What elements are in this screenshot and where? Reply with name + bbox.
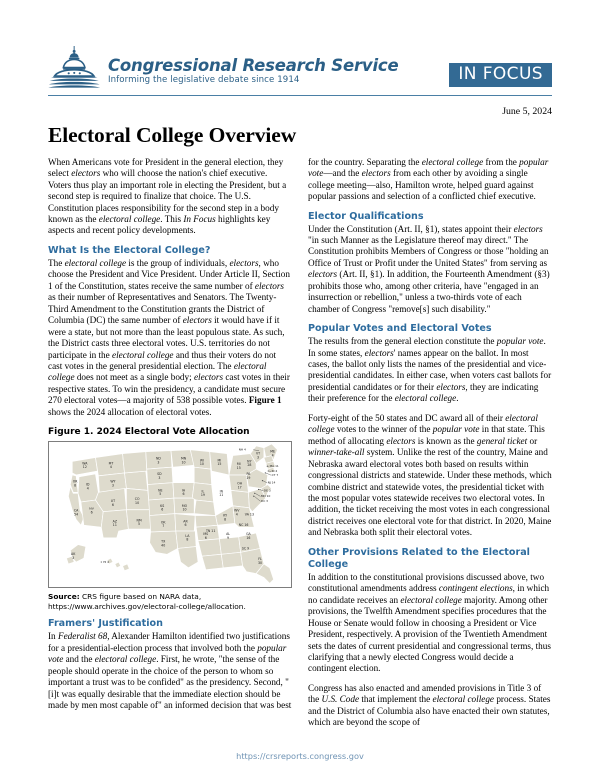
heading-framers-justification: Framers' Justification bbox=[48, 618, 163, 630]
svg-text:NE: NE bbox=[158, 488, 163, 493]
svg-text:17: 17 bbox=[237, 485, 242, 490]
right-column bbox=[308, 157, 552, 737]
svg-text:8: 8 bbox=[186, 537, 189, 542]
svg-text:3: 3 bbox=[111, 483, 114, 488]
svg-text:NY: NY bbox=[247, 459, 252, 464]
svg-text:6: 6 bbox=[204, 536, 207, 541]
svg-text:5: 5 bbox=[159, 492, 162, 497]
svg-text:15: 15 bbox=[236, 466, 241, 471]
svg-text:OR: OR bbox=[72, 479, 78, 484]
what-is-electoral-college-body: The electoral college is the group of individuals, electors, who choose the President and Vice President. Under Article II, Section 1 of the Constitution, states receive the same number of electors as their number of Representatives and Senators. The Twenty-Third Amendment to the Constitution grants the District of Columbia (DC) the same number of electors it would have if it were a state, but not more than the least populous state. As such, the District casts three electoral votes. U.S. territories do not participate in the electoral college and thus their voters do not cast votes in the general presidential election. The electoral college does not meet as a single body; electors cast votes in their respective states. To win the presidency, a candidate must secure 270 electoral votes—a majority of 538 possible votes. Figure 1 shows the 2024 allocation of electoral votes. bbox=[48, 257, 290, 417]
svg-text:10: 10 bbox=[199, 462, 204, 467]
svg-text:54: 54 bbox=[74, 512, 79, 517]
svg-text:MO: MO bbox=[181, 504, 188, 509]
svg-text:MN: MN bbox=[180, 456, 187, 461]
svg-text:CO: CO bbox=[134, 497, 140, 502]
svg-text:MI: MI bbox=[236, 462, 241, 467]
svg-text:DE 3: DE 3 bbox=[263, 488, 271, 493]
svg-text:ND: ND bbox=[155, 456, 161, 461]
framers-justification-body: In Federalist 68, Alexander Hamilton identified two justifications for a presidential-election process that involved both the popular vote and the electoral college. First, he wrote, "the sense of the people should operate in the choice of the person to whom so important a trust was to be confided" as the presidency. Second, "[i]t was equally desirable that the immediate election should be made by men most capable of" an informed decision that was best bbox=[48, 631, 292, 711]
svg-text:15: 15 bbox=[217, 462, 222, 467]
heading-popular-votes-and-electoral-votes: Popular Votes and Electoral Votes bbox=[308, 323, 492, 335]
capitol-dome-icon bbox=[48, 46, 102, 88]
left-column bbox=[48, 157, 292, 720]
svg-text:28: 28 bbox=[247, 463, 252, 468]
svg-text:CA: CA bbox=[73, 508, 79, 513]
svg-text:HI 4: HI 4 bbox=[103, 560, 110, 565]
svg-text:8: 8 bbox=[74, 483, 77, 488]
svg-text:11: 11 bbox=[219, 493, 224, 498]
svg-text:3: 3 bbox=[158, 475, 161, 480]
svg-text:10: 10 bbox=[182, 507, 187, 512]
org-tagline: Informing the legislative debate since 1914 bbox=[108, 75, 300, 86]
svg-text:6: 6 bbox=[182, 492, 185, 497]
svg-text:6: 6 bbox=[90, 510, 93, 515]
svg-text:4: 4 bbox=[109, 465, 112, 470]
svg-text:KY: KY bbox=[223, 513, 228, 518]
svg-text:AZ: AZ bbox=[112, 519, 118, 524]
svg-text:WI: WI bbox=[199, 458, 204, 463]
svg-text:MT: MT bbox=[108, 461, 114, 466]
svg-text:4: 4 bbox=[235, 512, 238, 517]
svg-text:MD 10: MD 10 bbox=[260, 494, 271, 499]
svg-text:RI 4: RI 4 bbox=[271, 469, 278, 474]
svg-text:IL: IL bbox=[201, 489, 205, 494]
svg-text:IA: IA bbox=[181, 488, 186, 493]
brand-text bbox=[108, 57, 398, 88]
other-provisions-body-2: Congress has also enacted and amended provisions in Title 3 of the U.S. Code that implement the electoral college process. States and the District of Columbia also have enacted their own statutes, which are beyond the scope of bbox=[308, 682, 551, 728]
svg-text:UT: UT bbox=[110, 499, 116, 504]
publication-date: June 5, 2024 bbox=[502, 106, 552, 117]
svg-text:10: 10 bbox=[135, 501, 140, 506]
page-title: Electoral College Overview bbox=[48, 123, 297, 147]
svg-text:CT 7: CT 7 bbox=[271, 473, 279, 478]
svg-text:8: 8 bbox=[224, 517, 227, 522]
svg-text:3: 3 bbox=[257, 455, 260, 460]
svg-text:NV: NV bbox=[89, 506, 94, 511]
svg-text:KS: KS bbox=[160, 504, 165, 509]
figure-source-text: CRS figure based on NARA data, bbox=[82, 592, 202, 602]
svg-text:16: 16 bbox=[246, 536, 251, 541]
svg-text:ME: ME bbox=[270, 449, 275, 454]
svg-text:AK: AK bbox=[71, 552, 76, 557]
svg-text:9: 9 bbox=[227, 536, 230, 541]
svg-text:19: 19 bbox=[200, 493, 205, 498]
svg-text:VT: VT bbox=[256, 451, 261, 456]
svg-text:NM: NM bbox=[136, 518, 142, 523]
crs-brand bbox=[48, 46, 398, 88]
figure-1-title: Figure 1. 2024 Electoral Vote Allocation bbox=[48, 427, 250, 438]
content-columns bbox=[48, 157, 552, 737]
svg-text:7: 7 bbox=[162, 524, 165, 529]
svg-text:ID: ID bbox=[86, 482, 90, 487]
footer-url[interactable]: https://crsreports.congress.gov bbox=[236, 751, 364, 761]
svg-text:SD: SD bbox=[157, 472, 162, 477]
svg-text:AL: AL bbox=[226, 532, 231, 537]
electoral-vote-map bbox=[49, 442, 291, 587]
svg-text:11: 11 bbox=[112, 523, 117, 528]
svg-text:DC 3: DC 3 bbox=[260, 499, 268, 504]
figure-source-label: Source: bbox=[48, 592, 80, 602]
svg-text:IN: IN bbox=[219, 489, 223, 494]
figure-1 bbox=[48, 427, 292, 612]
svg-text:5: 5 bbox=[138, 522, 141, 527]
svg-text:LA: LA bbox=[185, 534, 190, 539]
other-provisions-body-1: In addition to the constitutional provisions discussed above, two constitutional amendments address contingent elections, in which no candidate receives an electoral college majority. Among other provisions, the Twelfth Amendment specifies procedures that the House or Senate would follow in choosing a President or Vice President, respectively. A provision of the Twentieth Amendment sets the dates of current presidential and congressional terms, thus clarifying that a newly elected Congress would decide a contingent election. bbox=[308, 571, 551, 674]
svg-text:30: 30 bbox=[257, 561, 263, 566]
svg-text:NC 16: NC 16 bbox=[238, 523, 249, 528]
svg-text:MA 11: MA 11 bbox=[269, 464, 279, 469]
svg-text:FL: FL bbox=[258, 557, 262, 562]
in-focus-badge: IN FOCUS bbox=[449, 63, 552, 87]
org-name: Congressional Research Service bbox=[108, 55, 399, 75]
svg-text:MS: MS bbox=[203, 532, 209, 537]
svg-text:PA: PA bbox=[246, 472, 251, 477]
elector-qualifications-body: Under the Constitution (Art. II, §1), states appoint their electors "in such Manner as the Legislature thereof may direct." The Constitution prohibits Members of Congress or those "holding an Office of Trust or Profit under the United States" from serving as electors (Art. II, §1). In addition, the Fourteenth Amendment (§3) prohibits those who, among other criteria, have "engaged in an insurrection or rebellion," unless a two-thirds vote of each chamber of Congress "remove[s] such disability." bbox=[308, 223, 550, 314]
popular-votes-body-2: Forty-eight of the 50 states and DC award all of their electoral college votes to the winner of the popular vote in that state. This method of allocating electors is known as the general ticket or winner-take-all system. Unlike the rest of the country, Maine and Nebraska award electoral votes both based on results within congressional districts and statewide. Under these methods, which combine district and statewide votes, the presidential ticket with the most popular votes statewide receives two electoral votes. In addition, the ticket receiving the most votes in each congressional district receives one electoral vote for that district. In 2020, Maine and Nebraska both split their electoral votes. bbox=[308, 412, 552, 538]
svg-text:6: 6 bbox=[111, 503, 114, 508]
heading-what-is-electoral-college: What Is the Electoral College? bbox=[48, 244, 211, 256]
svg-text:OH: OH bbox=[237, 481, 243, 486]
svg-text:SC 9: SC 9 bbox=[241, 546, 250, 551]
svg-text:MI: MI bbox=[217, 458, 222, 463]
svg-text:4: 4 bbox=[271, 453, 274, 458]
continued-paragraph: for the country. Separating the electoral college from the popular vote—and the electors from each other by avoiding a single college meeting—also, Hamilton wrote, helped guard against popular passions and selection of a conflicted chief executive. bbox=[308, 156, 549, 202]
svg-text:12: 12 bbox=[82, 465, 87, 470]
svg-text:10: 10 bbox=[181, 460, 186, 465]
intro-paragraph: When Americans vote for President in the general election, they select electors who will choose the nation's chief executive. Voters thus play an important role in electing the President, but a second step is required to finalize that choice. The U.S. Constitution places responsibility for the second step in a body known as the electoral college. This In Focus highlights key aspects and recent policy developments. bbox=[48, 156, 287, 236]
svg-text:6: 6 bbox=[184, 523, 187, 528]
figure-source-url[interactable]: https://www.archives.gov/electoral-college/allocation. bbox=[48, 602, 246, 612]
svg-text:OK: OK bbox=[160, 520, 166, 525]
figure-1-source bbox=[48, 592, 292, 612]
svg-text:3: 3 bbox=[72, 556, 75, 561]
svg-text:NH 4: NH 4 bbox=[238, 447, 246, 452]
popular-votes-body-1: The results from the general election constitute the popular vote. In some states, electors' names appear on the ballot. In most cases, the ballot only lists the names of the presidential and vice-presidential candidates. In either case, when voters cast ballots for presidential candidates or for their electors, they are indicating their preference for the electoral college. bbox=[308, 336, 552, 404]
svg-text:TN 11: TN 11 bbox=[205, 529, 216, 534]
svg-text:NJ 14: NJ 14 bbox=[267, 480, 276, 485]
svg-text:19: 19 bbox=[246, 475, 251, 480]
heading-elector-qualifications: Elector Qualifications bbox=[308, 210, 424, 222]
svg-text:6: 6 bbox=[161, 507, 164, 512]
heading-other-provisions: Other Provisions Related to the Electoral College bbox=[308, 546, 530, 570]
svg-text:40: 40 bbox=[161, 543, 166, 548]
svg-text:GA: GA bbox=[246, 532, 251, 537]
figure-1-frame bbox=[48, 441, 292, 588]
svg-text:AR: AR bbox=[183, 519, 188, 524]
svg-text:WA: WA bbox=[82, 461, 88, 466]
svg-text:3: 3 bbox=[157, 460, 160, 465]
svg-text:WY: WY bbox=[110, 479, 116, 484]
header-divider bbox=[48, 95, 552, 96]
masthead bbox=[48, 0, 552, 88]
svg-text:VA 13: VA 13 bbox=[244, 512, 254, 517]
svg-text:4: 4 bbox=[86, 486, 89, 491]
svg-text:WV: WV bbox=[234, 508, 240, 513]
svg-text:TX: TX bbox=[161, 539, 166, 544]
